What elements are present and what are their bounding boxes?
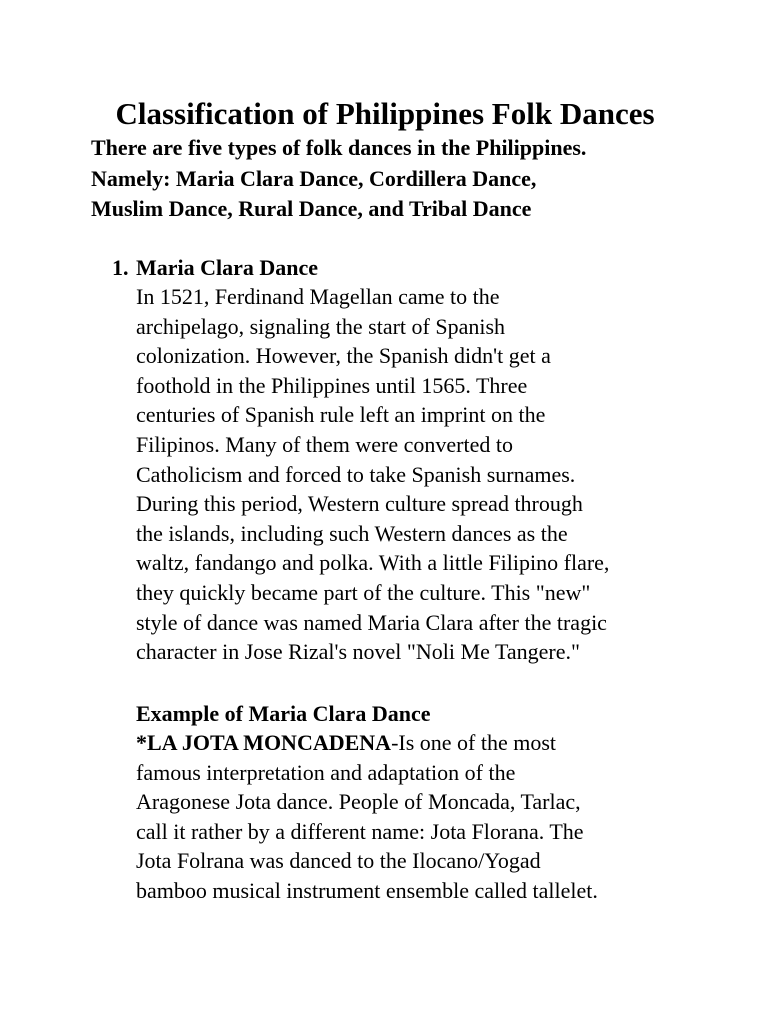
body-line: foothold in the Philippines until 1565. Three	[136, 372, 528, 398]
example-lead-rest: -Is one of the most	[391, 730, 557, 755]
body-line: character in Jose Rizal's novel "Noli Me Tangere."	[136, 639, 580, 665]
body-line: During this period, Western culture spread through	[136, 491, 583, 517]
section-body	[136, 282, 736, 667]
section-title: Maria Clara Dance	[136, 255, 319, 280]
body-line: centuries of Spanish rule left an imprint on the	[136, 402, 546, 428]
body-line: Catholicism and forced to take Spanish surnames.	[136, 461, 576, 487]
example-lead-line	[136, 728, 736, 758]
body-line: Filipinos. Many of them were converted to	[136, 431, 513, 457]
example-line: Aragonese Jota dance. People of Moncada, Tarlac,	[136, 789, 581, 815]
example-heading: Example of Maria Clara Dance	[136, 701, 431, 726]
intro-line: Namely: Maria Clara Dance, Cordillera Dance,	[91, 165, 537, 191]
body-line: waltz, fandango and polka. With a little Filipino flare,	[136, 550, 610, 576]
body-line: In 1521, Ferdinand Magellan came to the	[136, 284, 500, 309]
intro-paragraph	[91, 133, 751, 225]
section-heading	[112, 253, 318, 282]
example-dance-name: *LA JOTA MONCADENA	[136, 730, 392, 755]
intro-line: Muslim Dance, Rural Dance, and Tribal Dance	[91, 196, 532, 221]
example-body	[136, 728, 736, 906]
body-line: archipelago, signaling the start of Spanish	[136, 313, 506, 339]
body-line: colonization. However, the Spanish didn't get a	[136, 343, 551, 369]
body-line: the islands, including such Western dances as the	[136, 520, 568, 546]
example-line: famous interpretation and adaptation of the	[136, 759, 516, 785]
document-title: Classification of Philippines Folk Dances	[115, 96, 655, 131]
example-line: Jota Folrana was danced to the Ilocano/Yogad	[136, 848, 541, 874]
body-line: they quickly became part of the culture. This "new"	[136, 579, 591, 605]
body-line: style of dance was named Maria Clara after the tragic	[136, 609, 607, 635]
section-number: 1.	[112, 255, 129, 280]
example-line: bamboo musical instrument ensemble called tallelet.	[136, 877, 598, 903]
intro-line: There are five types of folk dances in the Philippines.	[91, 135, 587, 160]
example-line: call it rather by a different name: Jota Florana. The	[136, 818, 584, 844]
